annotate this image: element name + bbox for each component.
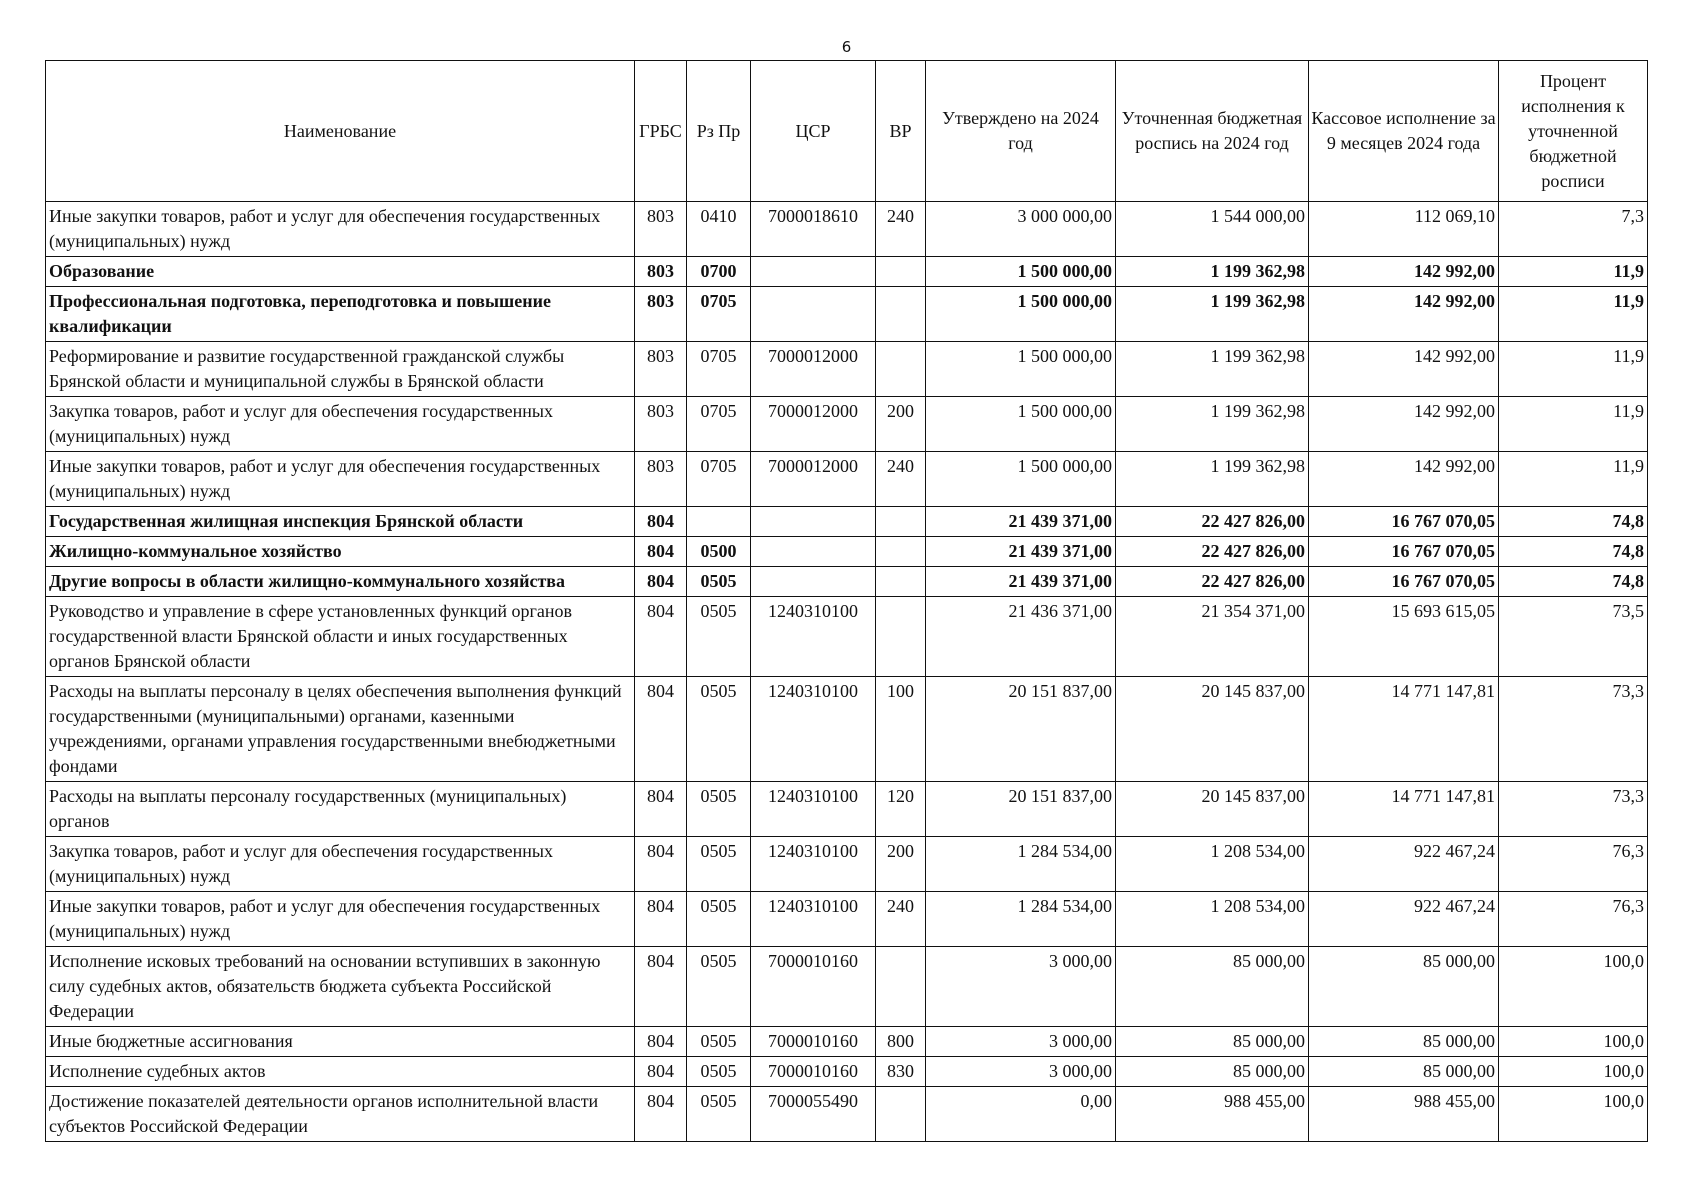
cell-rzpr: 0505 xyxy=(687,1027,751,1057)
cell-rzpr: 0505 xyxy=(687,837,751,892)
cell-refined: 22 427 826,00 xyxy=(1116,507,1309,537)
cell-percent: 11,9 xyxy=(1499,397,1648,452)
cell-csr: 7000012000 xyxy=(751,397,876,452)
cell-grbs: 803 xyxy=(635,397,687,452)
table-row xyxy=(46,597,1648,677)
table-row xyxy=(46,452,1648,507)
cell-grbs: 804 xyxy=(635,537,687,567)
cell-name: Закупка товаров, работ и услуг для обеспечения государственных (муниципальных) нужд xyxy=(46,397,635,452)
cell-grbs: 804 xyxy=(635,1087,687,1142)
cell-rzpr: 0705 xyxy=(687,452,751,507)
cell-name: Иные бюджетные ассигнования xyxy=(46,1027,635,1057)
cell-approved: 21 439 371,00 xyxy=(926,537,1116,567)
cell-executed: 922 467,24 xyxy=(1309,837,1499,892)
cell-name: Исполнение исковых требований на основании вступивших в законную силу судебных актов, обязательств бюджета субъекта Российской Федерации xyxy=(46,947,635,1027)
cell-vr: 200 xyxy=(876,837,926,892)
table-row xyxy=(46,202,1648,257)
cell-grbs: 804 xyxy=(635,597,687,677)
cell-refined: 1 199 362,98 xyxy=(1116,257,1309,287)
cell-percent: 7,3 xyxy=(1499,202,1648,257)
header-approved: Утверждено на 2024 год xyxy=(926,61,1116,202)
cell-name: Исполнение судебных актов xyxy=(46,1057,635,1087)
cell-executed: 142 992,00 xyxy=(1309,342,1499,397)
cell-percent: 100,0 xyxy=(1499,1027,1648,1057)
header-percent: Процент исполнения к уточненной бюджетной росписи xyxy=(1499,61,1648,202)
cell-vr: 100 xyxy=(876,677,926,782)
cell-csr xyxy=(751,287,876,342)
cell-grbs: 804 xyxy=(635,567,687,597)
cell-grbs: 803 xyxy=(635,202,687,257)
cell-executed: 16 767 070,05 xyxy=(1309,567,1499,597)
table-header-row xyxy=(46,61,1648,202)
header-grbs: ГРБС xyxy=(635,61,687,202)
cell-grbs: 803 xyxy=(635,452,687,507)
cell-name: Закупка товаров, работ и услуг для обеспечения государственных (муниципальных) нужд xyxy=(46,837,635,892)
cell-percent: 11,9 xyxy=(1499,287,1648,342)
cell-percent: 11,9 xyxy=(1499,342,1648,397)
cell-executed: 142 992,00 xyxy=(1309,397,1499,452)
cell-vr xyxy=(876,597,926,677)
table-row xyxy=(46,397,1648,452)
cell-grbs: 803 xyxy=(635,342,687,397)
cell-vr xyxy=(876,287,926,342)
header-vr: ВР xyxy=(876,61,926,202)
table-row xyxy=(46,507,1648,537)
cell-name: Другие вопросы в области жилищно-коммунального хозяйства xyxy=(46,567,635,597)
cell-csr xyxy=(751,507,876,537)
cell-percent: 11,9 xyxy=(1499,257,1648,287)
cell-name: Расходы на выплаты персоналу в целях обеспечения выполнения функций государственными (муниципальными) органами, казенными учреждениями, органами управления государственными внебюджетными фондами xyxy=(46,677,635,782)
cell-csr: 7000010160 xyxy=(751,1057,876,1087)
cell-executed: 14 771 147,81 xyxy=(1309,782,1499,837)
cell-rzpr: 0700 xyxy=(687,257,751,287)
cell-executed: 15 693 615,05 xyxy=(1309,597,1499,677)
cell-rzpr: 0505 xyxy=(687,1057,751,1087)
cell-rzpr: 0505 xyxy=(687,782,751,837)
cell-percent: 76,3 xyxy=(1499,892,1648,947)
cell-vr xyxy=(876,507,926,537)
cell-executed: 85 000,00 xyxy=(1309,1027,1499,1057)
cell-refined: 22 427 826,00 xyxy=(1116,537,1309,567)
cell-percent: 76,3 xyxy=(1499,837,1648,892)
cell-csr: 1240310100 xyxy=(751,782,876,837)
cell-name: Иные закупки товаров, работ и услуг для обеспечения государственных (муниципальных) нужд xyxy=(46,892,635,947)
cell-name: Жилищно-коммунальное хозяйство xyxy=(46,537,635,567)
cell-approved: 0,00 xyxy=(926,1087,1116,1142)
cell-rzpr: 0505 xyxy=(687,567,751,597)
cell-rzpr: 0705 xyxy=(687,397,751,452)
cell-grbs: 804 xyxy=(635,782,687,837)
table-row xyxy=(46,1087,1648,1142)
cell-executed: 112 069,10 xyxy=(1309,202,1499,257)
cell-percent: 100,0 xyxy=(1499,1087,1648,1142)
cell-executed: 142 992,00 xyxy=(1309,257,1499,287)
cell-csr xyxy=(751,537,876,567)
cell-vr: 120 xyxy=(876,782,926,837)
cell-refined: 85 000,00 xyxy=(1116,947,1309,1027)
cell-refined: 22 427 826,00 xyxy=(1116,567,1309,597)
cell-approved: 3 000,00 xyxy=(926,947,1116,1027)
cell-grbs: 804 xyxy=(635,507,687,537)
header-name: Наименование xyxy=(46,61,635,202)
cell-percent: 74,8 xyxy=(1499,567,1648,597)
cell-approved: 21 439 371,00 xyxy=(926,507,1116,537)
cell-executed: 988 455,00 xyxy=(1309,1087,1499,1142)
cell-approved: 1 500 000,00 xyxy=(926,287,1116,342)
cell-percent: 73,3 xyxy=(1499,677,1648,782)
cell-refined: 1 544 000,00 xyxy=(1116,202,1309,257)
cell-csr: 7000010160 xyxy=(751,1027,876,1057)
cell-csr: 1240310100 xyxy=(751,837,876,892)
cell-executed: 85 000,00 xyxy=(1309,947,1499,1027)
cell-vr xyxy=(876,257,926,287)
table-row xyxy=(46,1057,1648,1087)
cell-refined: 20 145 837,00 xyxy=(1116,677,1309,782)
cell-name: Образование xyxy=(46,257,635,287)
table-row xyxy=(46,567,1648,597)
table-row xyxy=(46,287,1648,342)
header-executed: Кассовое исполнение за 9 месяцев 2024 года xyxy=(1309,61,1499,202)
cell-approved: 3 000,00 xyxy=(926,1057,1116,1087)
cell-name: Достижение показателей деятельности органов исполнительной власти субъектов Российской Федерации xyxy=(46,1087,635,1142)
cell-vr xyxy=(876,947,926,1027)
cell-refined: 1 208 534,00 xyxy=(1116,837,1309,892)
table-row xyxy=(46,537,1648,567)
cell-csr: 1240310100 xyxy=(751,892,876,947)
cell-executed: 16 767 070,05 xyxy=(1309,507,1499,537)
cell-percent: 100,0 xyxy=(1499,1057,1648,1087)
cell-approved: 1 284 534,00 xyxy=(926,837,1116,892)
cell-rzpr: 0500 xyxy=(687,537,751,567)
cell-rzpr: 0705 xyxy=(687,287,751,342)
cell-refined: 1 199 362,98 xyxy=(1116,342,1309,397)
cell-grbs: 804 xyxy=(635,1027,687,1057)
table-row xyxy=(46,257,1648,287)
cell-name: Расходы на выплаты персоналу государственных (муниципальных) органов xyxy=(46,782,635,837)
cell-executed: 85 000,00 xyxy=(1309,1057,1499,1087)
cell-vr: 830 xyxy=(876,1057,926,1087)
cell-executed: 142 992,00 xyxy=(1309,287,1499,342)
cell-csr: 7000012000 xyxy=(751,452,876,507)
cell-csr: 7000010160 xyxy=(751,947,876,1027)
cell-approved: 3 000,00 xyxy=(926,1027,1116,1057)
cell-approved: 21 436 371,00 xyxy=(926,597,1116,677)
cell-refined: 988 455,00 xyxy=(1116,1087,1309,1142)
cell-name: Иные закупки товаров, работ и услуг для обеспечения государственных (муниципальных) нужд xyxy=(46,202,635,257)
cell-approved: 20 151 837,00 xyxy=(926,782,1116,837)
cell-refined: 1 199 362,98 xyxy=(1116,287,1309,342)
cell-rzpr: 0505 xyxy=(687,677,751,782)
cell-grbs: 804 xyxy=(635,947,687,1027)
cell-vr xyxy=(876,567,926,597)
cell-executed: 142 992,00 xyxy=(1309,452,1499,507)
cell-rzpr: 0705 xyxy=(687,342,751,397)
cell-vr xyxy=(876,1087,926,1142)
cell-refined: 21 354 371,00 xyxy=(1116,597,1309,677)
cell-vr: 240 xyxy=(876,452,926,507)
table-row xyxy=(46,947,1648,1027)
cell-executed: 922 467,24 xyxy=(1309,892,1499,947)
cell-csr: 7000018610 xyxy=(751,202,876,257)
cell-refined: 1 199 362,98 xyxy=(1116,397,1309,452)
page-number: 6 xyxy=(841,38,852,56)
cell-csr xyxy=(751,567,876,597)
cell-csr xyxy=(751,257,876,287)
cell-name: Руководство и управление в сфере установленных функций органов государственной власти Брянской области и иных государственных органов Брянской области xyxy=(46,597,635,677)
table-row xyxy=(46,1027,1648,1057)
cell-percent: 73,3 xyxy=(1499,782,1648,837)
cell-rzpr: 0505 xyxy=(687,597,751,677)
budget-table xyxy=(45,60,1648,1142)
table-row xyxy=(46,342,1648,397)
header-csr: ЦСР xyxy=(751,61,876,202)
cell-csr: 7000012000 xyxy=(751,342,876,397)
cell-vr: 240 xyxy=(876,892,926,947)
cell-vr xyxy=(876,537,926,567)
cell-executed: 16 767 070,05 xyxy=(1309,537,1499,567)
cell-grbs: 803 xyxy=(635,257,687,287)
header-rzpr: Рз Пр xyxy=(687,61,751,202)
cell-approved: 1 500 000,00 xyxy=(926,342,1116,397)
cell-name: Иные закупки товаров, работ и услуг для обеспечения государственных (муниципальных) нужд xyxy=(46,452,635,507)
cell-approved: 21 439 371,00 xyxy=(926,567,1116,597)
cell-approved: 1 500 000,00 xyxy=(926,452,1116,507)
cell-approved: 20 151 837,00 xyxy=(926,677,1116,782)
cell-percent: 100,0 xyxy=(1499,947,1648,1027)
header-refined: Уточненная бюджетная роспись на 2024 год xyxy=(1116,61,1309,202)
cell-grbs: 804 xyxy=(635,1057,687,1087)
cell-csr: 7000055490 xyxy=(751,1087,876,1142)
cell-grbs: 804 xyxy=(635,892,687,947)
cell-refined: 20 145 837,00 xyxy=(1116,782,1309,837)
cell-rzpr: 0505 xyxy=(687,892,751,947)
cell-percent: 74,8 xyxy=(1499,507,1648,537)
cell-percent: 11,9 xyxy=(1499,452,1648,507)
cell-approved: 1 284 534,00 xyxy=(926,892,1116,947)
table-body xyxy=(46,202,1648,1142)
cell-refined: 85 000,00 xyxy=(1116,1027,1309,1057)
cell-grbs: 804 xyxy=(635,677,687,782)
cell-grbs: 803 xyxy=(635,287,687,342)
cell-percent: 73,5 xyxy=(1499,597,1648,677)
cell-approved: 1 500 000,00 xyxy=(926,397,1116,452)
cell-rzpr xyxy=(687,507,751,537)
cell-rzpr: 0505 xyxy=(687,947,751,1027)
table-row xyxy=(46,782,1648,837)
cell-vr: 200 xyxy=(876,397,926,452)
cell-rzpr: 0505 xyxy=(687,1087,751,1142)
cell-vr xyxy=(876,342,926,397)
table-row xyxy=(46,892,1648,947)
cell-csr: 1240310100 xyxy=(751,677,876,782)
cell-csr: 1240310100 xyxy=(751,597,876,677)
cell-executed: 14 771 147,81 xyxy=(1309,677,1499,782)
cell-approved: 3 000 000,00 xyxy=(926,202,1116,257)
cell-refined: 85 000,00 xyxy=(1116,1057,1309,1087)
cell-refined: 1 208 534,00 xyxy=(1116,892,1309,947)
cell-rzpr: 0410 xyxy=(687,202,751,257)
cell-refined: 1 199 362,98 xyxy=(1116,452,1309,507)
cell-percent: 74,8 xyxy=(1499,537,1648,567)
cell-name: Профессиональная подготовка, переподготовка и повышение квалификации xyxy=(46,287,635,342)
table-row xyxy=(46,677,1648,782)
table-row xyxy=(46,837,1648,892)
cell-name: Реформирование и развитие государственной гражданской службы Брянской области и муниципальной службы в Брянской области xyxy=(46,342,635,397)
cell-name: Государственная жилищная инспекция Брянской области xyxy=(46,507,635,537)
cell-vr: 800 xyxy=(876,1027,926,1057)
cell-approved: 1 500 000,00 xyxy=(926,257,1116,287)
cell-vr: 240 xyxy=(876,202,926,257)
cell-grbs: 804 xyxy=(635,837,687,892)
